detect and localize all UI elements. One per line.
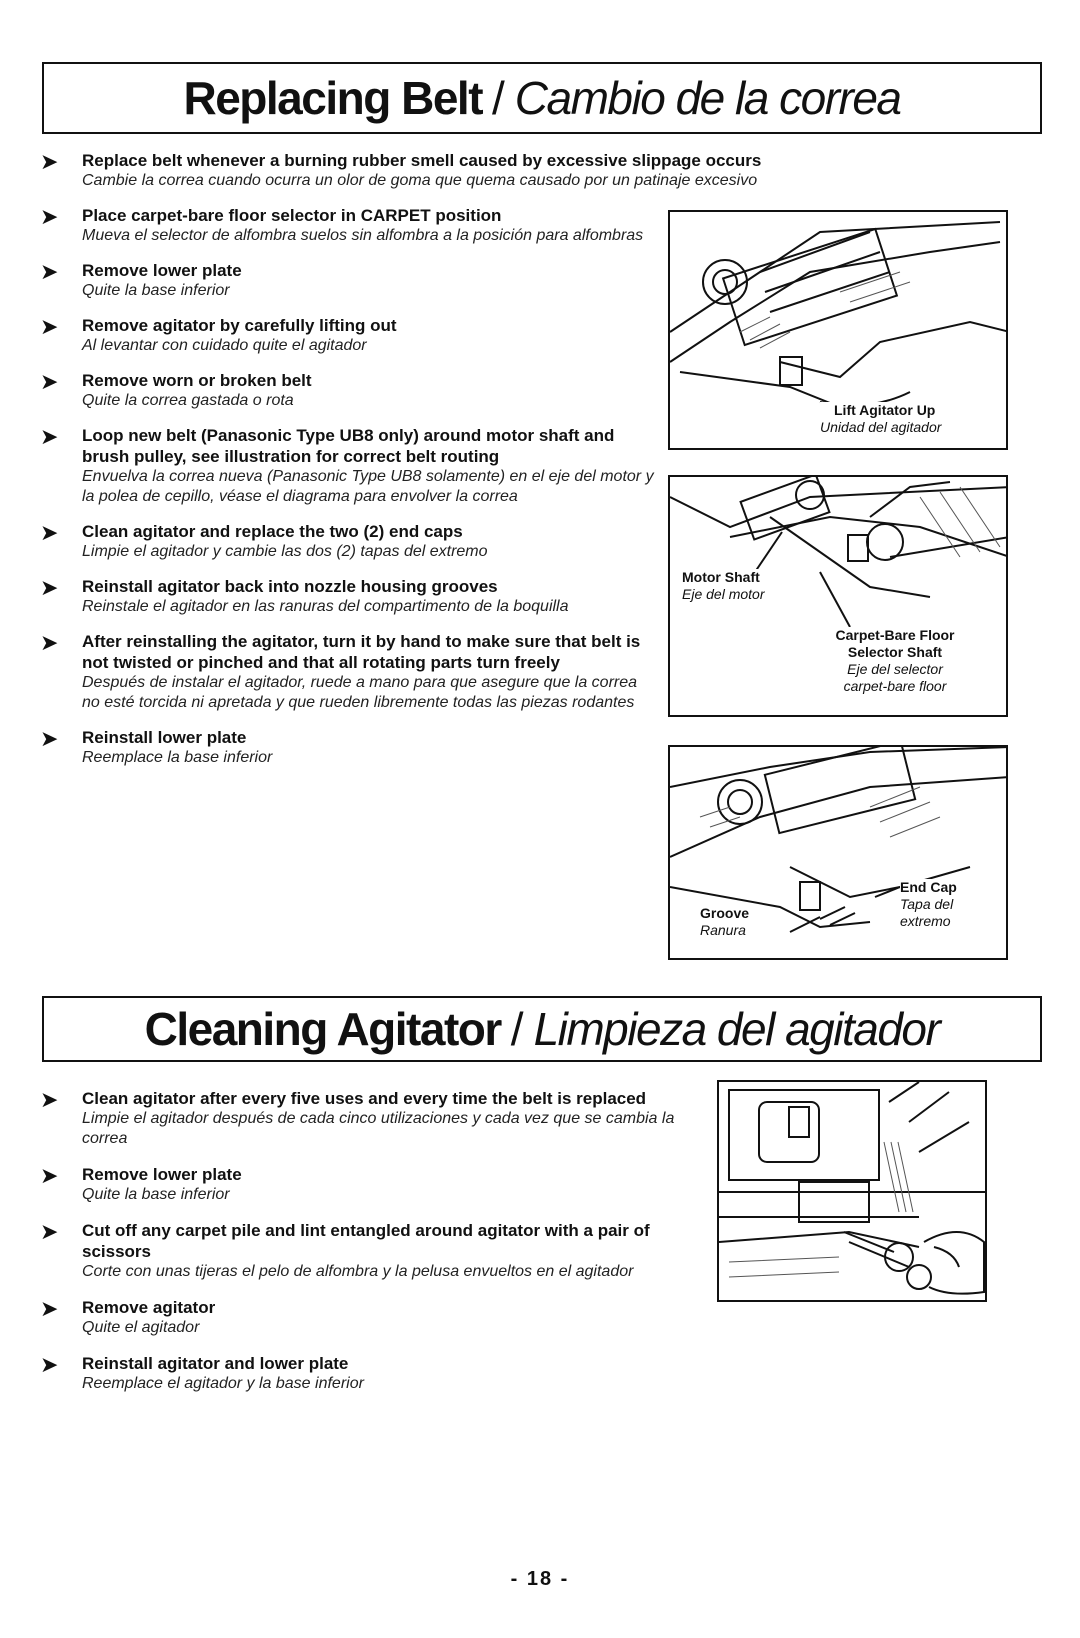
step-selector-position: [40, 205, 655, 246]
step-reinstall-agitator-plate: [40, 1353, 710, 1394]
step-text-es: Envuelva la correa nueva (Panasonic Type UB8 solamente) en el eje del motor y la polea de cepillo, véase el diagrama para envolver la correa: [82, 468, 654, 505]
label-lift-agitator: [820, 402, 1005, 436]
step-text-en: Cut off any carpet pile and lint entangled around agitator with a pair of scissors: [82, 1221, 650, 1261]
illustration-lift-agitator: [668, 210, 1008, 450]
label-en-2: Selector Shaft: [847, 644, 943, 660]
step-text-en: After reinstalling the agitator, turn it by hand to make sure that belt is not twisted or pinched and that all rotating parts turn freely: [82, 632, 641, 672]
section-title-replacing-belt: [42, 62, 1042, 134]
label-groove: [700, 905, 749, 939]
label-end-cap: [900, 879, 957, 930]
arrow-icon: ➤: [40, 520, 59, 545]
step-text-en: Reinstall lower plate: [82, 728, 247, 747]
label-es-1: Eje del selector: [847, 661, 943, 677]
step-text-en: Remove worn or broken belt: [82, 371, 312, 390]
arrow-icon: ➤: [40, 314, 59, 339]
arrow-icon: ➤: [40, 369, 59, 394]
title-en: Cleaning Agitator: [144, 1003, 501, 1055]
label-en: Groove: [700, 905, 750, 921]
step-text-en: Clean agitator and replace the two (2) end caps: [82, 522, 463, 541]
step-text-en: Clean agitator after every five uses and every time the belt is replaced: [82, 1089, 647, 1108]
title-es: Limpieza del agitador: [533, 1003, 940, 1055]
step-text-en: Remove agitator: [82, 1298, 216, 1317]
illustration-end-cap-groove: [668, 745, 1008, 960]
step-text-es: Limpie el agitador y cambie las dos (2) tapas del extremo: [82, 543, 488, 560]
page-number: - 18 -: [510, 1568, 570, 1590]
illustration-scissors-cleaning: [717, 1080, 987, 1302]
arrow-icon: ➤: [40, 1352, 59, 1377]
label-en-1: Carpet-Bare Floor: [835, 627, 955, 643]
title-separator: /: [510, 1003, 524, 1055]
step-text-es: Limpie el agitador después de cada cinco utilizaciones y cada vez que se cambia la correa: [82, 1110, 675, 1147]
title-separator: /: [492, 72, 505, 124]
step-reinstall-plate: [40, 727, 655, 768]
section-title-cleaning-agitator: [42, 996, 1042, 1062]
arrow-icon: ➤: [40, 259, 59, 284]
arrow-icon: ➤: [40, 1296, 59, 1321]
arrow-icon: ➤: [40, 424, 59, 449]
step-text-en: Remove agitator by carefully lifting out: [82, 316, 397, 335]
label-en: End Cap: [900, 879, 957, 895]
illustration-belt-routing: [668, 475, 1008, 717]
arrow-icon: ➤: [40, 1087, 59, 1112]
scissors-cleaning-drawing: [719, 1082, 987, 1302]
title-en: Replacing Belt: [183, 72, 483, 124]
step-text-es: Después de instalar el agitador, ruede a mano para que asegure que la correa no esté torcida ni apretada y que rueden libremente todas las piezas rodantes: [82, 674, 638, 711]
step-text-en: Remove lower plate: [82, 261, 242, 280]
label-en: Lift Agitator Up: [834, 402, 936, 418]
arrow-icon: ➤: [40, 630, 59, 655]
step-remove-belt: [40, 370, 655, 411]
step-text-es: Quite la base inferior: [82, 282, 230, 299]
step-text-es: Quite la base inferior: [82, 1186, 230, 1203]
label-es: Eje del motor: [682, 586, 765, 602]
label-motor-shaft: [682, 569, 764, 603]
step-text-es: Reinstale el agitador en las ranuras del compartimento de la boquilla: [82, 598, 569, 615]
step-cut-pile: [40, 1220, 702, 1282]
label-es: Ranura: [700, 922, 746, 938]
step-loop-belt: [40, 425, 655, 507]
label-es-1: Tapa del: [900, 896, 954, 912]
step-text-es: Reemplace el agitador y la base inferior: [82, 1375, 364, 1392]
step-replace-belt: [40, 150, 1037, 191]
step-text-en: Reinstall agitator and lower plate: [82, 1354, 349, 1373]
step-clean-frequency: [40, 1088, 702, 1149]
label-es-2: carpet-bare floor: [843, 678, 947, 694]
step-text-es: Corte con unas tijeras el pelo de alfombra y la pelusa envueltos en el agitador: [82, 1263, 634, 1280]
step-remove-agitator: [40, 1297, 710, 1338]
step-turn-by-hand: [40, 631, 655, 713]
step-text-es: Quite el agitador: [82, 1319, 200, 1336]
label-es: Unidad del agitador: [820, 419, 942, 435]
step-remove-plate: [40, 260, 655, 301]
arrow-icon: ➤: [40, 726, 59, 751]
arrow-icon: ➤: [40, 149, 59, 174]
step-text-es: Al levantar con cuidado quite el agitador: [82, 337, 367, 354]
step-text-es: Reemplace la base inferior: [82, 749, 273, 766]
step-text-en: Remove lower plate: [82, 1165, 242, 1184]
step-text-en: Loop new belt (Panasonic Type UB8 only) around motor shaft and brush pulley, see illustration for correct belt routing: [82, 426, 615, 466]
title-es: Cambio de la correa: [514, 72, 901, 124]
arrow-icon: ➤: [40, 1219, 59, 1244]
label-selector-shaft: [820, 627, 970, 695]
step-text-en: Place carpet-bare floor selector in CARPET position: [82, 206, 502, 225]
replacing-belt-steps: [40, 149, 762, 782]
arrow-icon: ➤: [40, 1163, 59, 1188]
label-es-2: extremo: [900, 913, 951, 929]
label-en: Motor Shaft: [682, 569, 760, 585]
step-text-en: Reinstall agitator back into nozzle housing grooves: [82, 577, 498, 596]
step-reinstall-agitator: [40, 576, 655, 617]
step-clean-agitator: [40, 521, 655, 562]
arrow-icon: ➤: [40, 575, 59, 600]
cleaning-agitator-steps: [40, 1088, 710, 1409]
step-text-es: Quite la correa gastada o rota: [82, 392, 294, 409]
arrow-icon: ➤: [40, 204, 59, 229]
step-remove-agitator: [40, 315, 655, 356]
step-remove-plate: [40, 1164, 710, 1205]
step-text-es: Cambie la correa cuando ocurra un olor de goma que quema causado por un patinaje excesivo: [82, 172, 758, 189]
step-text-es: Mueva el selector de alfombra suelos sin alfombra a la posición para alfombras: [82, 227, 644, 244]
step-text-en: Replace belt whenever a burning rubber smell caused by excessive slippage occurs: [82, 151, 762, 170]
